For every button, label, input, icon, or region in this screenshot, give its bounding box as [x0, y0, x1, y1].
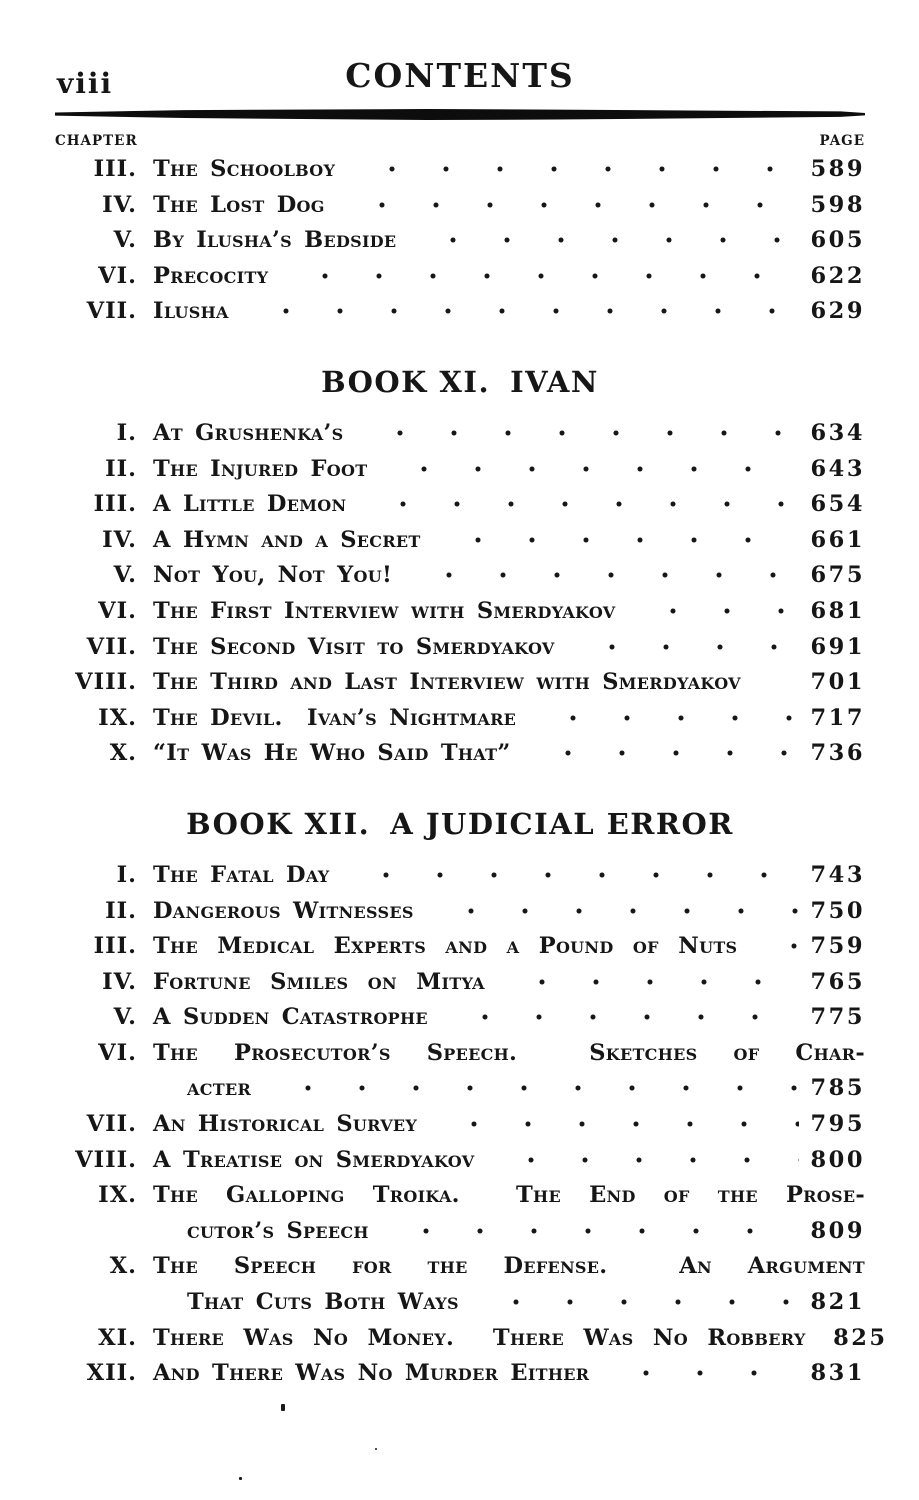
dot-leader — [362, 501, 799, 507]
dot-leader — [437, 537, 799, 543]
entry-title-block — [137, 1178, 865, 1249]
entry-number: X. — [109, 1253, 137, 1280]
toc-entry — [55, 594, 865, 630]
toc-entry — [55, 1249, 865, 1320]
toc-entry — [55, 630, 865, 666]
toc-entry — [55, 736, 865, 772]
entry-page: 800 — [810, 1146, 865, 1173]
entry-title: A Little Demon — [153, 491, 347, 518]
entry-title: Fortune Smiles on Mitya — [153, 968, 485, 995]
entry-page: 701 — [810, 669, 865, 696]
dot-leader — [632, 608, 799, 614]
entry-title: Precocity — [153, 262, 269, 289]
entry-title: There Was No Money. There Was No Robbery — [153, 1324, 806, 1351]
section-heading — [55, 806, 865, 842]
scan-speck — [281, 1404, 285, 1411]
toc-entry — [55, 152, 865, 188]
dot-leader — [475, 1299, 799, 1305]
entry-number: IV. — [102, 526, 137, 553]
entry-title: The Injured Foot — [153, 455, 368, 482]
header-rule — [55, 109, 865, 120]
entry-page: 643 — [810, 455, 865, 482]
toc-entry — [55, 294, 865, 330]
entry-title-line1: The Prosecutor’s Speech. Sketches of Char- — [153, 1039, 865, 1066]
page-folio: viii — [57, 67, 114, 100]
column-labels — [55, 133, 865, 149]
entry-page: 785 — [810, 1075, 865, 1102]
toc-section-book-x — [55, 152, 865, 330]
toc-entry — [55, 894, 865, 930]
dot-leader — [757, 679, 799, 685]
toc-entry — [55, 1036, 865, 1107]
entry-page: 717 — [810, 704, 865, 731]
dot-leader — [490, 1157, 799, 1163]
toc-entry — [55, 223, 865, 259]
toc-rows — [55, 416, 865, 772]
dot-leader — [532, 715, 799, 721]
toc-entry — [55, 965, 865, 1001]
entry-number: VI. — [98, 597, 137, 624]
entry-page: 809 — [810, 1217, 865, 1244]
entry-page: 765 — [810, 968, 865, 995]
entry-title: The Devil. Ivan’s Nightmare — [153, 704, 517, 731]
toc-entry — [55, 1321, 888, 1357]
entry-title: The Third and Last Interview with Smerdyakov — [153, 669, 741, 696]
contents-title: CONTENTS — [345, 56, 575, 95]
entry-title: A Hymn and a Secret — [153, 526, 421, 553]
entry-number: VII. — [86, 633, 137, 660]
toc-rows — [55, 152, 865, 330]
entry-page: 825 — [833, 1324, 888, 1351]
entry-page: 622 — [810, 262, 865, 289]
toc-entry — [55, 1107, 865, 1143]
dot-leader — [430, 908, 799, 914]
entry-number: XI. — [98, 1324, 137, 1351]
entry-page: 681 — [810, 597, 865, 624]
section-heading-book: BOOK XI. — [321, 364, 491, 399]
toc-entry — [55, 1178, 865, 1249]
dot-leader — [359, 430, 799, 436]
dot-leader — [444, 1014, 799, 1020]
entry-number: VII. — [86, 298, 137, 325]
entry-page: 743 — [810, 861, 865, 888]
entry-number: X. — [109, 740, 137, 767]
dot-leader — [433, 1121, 799, 1127]
entry-page: 691 — [810, 633, 865, 660]
entry-number: III. — [93, 933, 137, 960]
entry-page: 775 — [810, 1004, 865, 1031]
page-label: PAGE — [819, 133, 865, 149]
entry-title: The Schoolboy — [153, 156, 336, 182]
entry-title: Not You, Not You! — [153, 562, 393, 589]
entry-number: VIII. — [75, 669, 137, 696]
dot-leader — [605, 1370, 799, 1376]
toc-entry — [55, 1356, 865, 1392]
entry-page: 629 — [810, 298, 865, 325]
entry-number: VI. — [98, 1039, 137, 1066]
entry-number: I. — [116, 861, 137, 888]
entry-title: The Second Visit to Smerdyakov — [153, 633, 555, 660]
entry-title: And There Was No Murder Either — [153, 1360, 590, 1387]
toc-entry — [55, 188, 865, 224]
dot-leader — [245, 308, 799, 314]
toc-entry — [55, 858, 865, 894]
entry-title: “It Was He Who Said That” — [153, 740, 511, 767]
dot-leader — [284, 273, 799, 279]
dot-leader — [351, 166, 799, 172]
chapter-label: CHAPTER — [55, 133, 138, 149]
toc-entry — [55, 487, 865, 523]
scan-speck — [239, 1477, 242, 1480]
entry-continuation-row — [137, 1071, 865, 1107]
entry-title: The Medical Experts and a Pound of Nuts — [153, 933, 738, 960]
entry-page: 831 — [810, 1360, 865, 1387]
entry-number: IX. — [98, 704, 137, 731]
toc-rows — [55, 858, 888, 1392]
toc-entry — [55, 452, 865, 488]
dot-leader — [753, 943, 799, 949]
toc-section-book-xi — [55, 364, 865, 772]
entry-number: III. — [93, 491, 137, 518]
entry-number: VI. — [98, 262, 137, 289]
entry-page: 736 — [810, 740, 865, 767]
entry-title-block — [137, 1249, 865, 1320]
entry-number: IV. — [102, 191, 137, 218]
entry-page: 759 — [810, 933, 865, 960]
scan-speck — [375, 1448, 377, 1450]
entry-number: IV. — [102, 968, 137, 995]
entry-page: 821 — [810, 1289, 865, 1316]
entry-title-line2: cutor’s Speech — [187, 1217, 369, 1244]
dot-leader — [408, 572, 799, 578]
dot-leader — [345, 872, 799, 878]
entry-number: VII. — [86, 1111, 137, 1138]
dot-leader — [501, 979, 799, 985]
entry-title: A Sudden Catastrophe — [153, 1004, 428, 1031]
entry-number: VIII. — [75, 1146, 137, 1173]
entry-title-line2: acter — [187, 1075, 252, 1102]
toc-section-book-xii — [55, 806, 888, 1392]
toc-entry — [55, 1143, 865, 1179]
dot-leader — [527, 750, 799, 756]
entry-title: The Lost Dog — [153, 191, 325, 218]
dot-leader — [385, 1228, 799, 1234]
entry-title: By Ilusha’s Bedside — [153, 227, 397, 254]
entry-title: Ilusha — [153, 298, 229, 325]
entry-page: 675 — [810, 562, 865, 589]
section-heading-book: BOOK XII. — [186, 806, 371, 841]
section-heading — [55, 364, 865, 400]
toc-entry — [55, 665, 865, 701]
dot-leader — [383, 466, 799, 472]
entry-title-block — [137, 1036, 865, 1107]
entry-title-line2: That Cuts Both Ways — [187, 1289, 459, 1316]
entry-title: An Historical Survey — [153, 1111, 418, 1138]
section-heading-name: IVAN — [510, 364, 599, 399]
entry-title: Dangerous Witnesses — [153, 897, 414, 924]
entry-number: II. — [105, 455, 137, 482]
entry-number: V. — [113, 227, 137, 254]
dot-leader — [341, 202, 799, 208]
entry-continuation-row — [137, 1285, 865, 1321]
toc-entry — [55, 1000, 865, 1036]
entry-title-line1: The Speech for the Defense. An Argument — [153, 1253, 865, 1280]
entry-number: V. — [113, 562, 137, 589]
entry-number: I. — [116, 419, 137, 446]
entry-page: 634 — [810, 419, 865, 446]
toc-entry — [55, 558, 865, 594]
page-header — [55, 54, 865, 98]
entry-page: 661 — [810, 526, 865, 553]
entry-number: II. — [105, 897, 137, 924]
entry-title: The Fatal Day — [153, 861, 330, 888]
entry-number: IX. — [98, 1182, 137, 1209]
entry-number: III. — [93, 156, 137, 182]
toc-entry — [55, 416, 865, 452]
entry-title: The First Interview with Smerdyakov — [153, 597, 616, 624]
dot-leader — [571, 644, 799, 650]
entry-title: A Treatise on Smerdyakov — [153, 1146, 475, 1173]
toc-entry — [55, 701, 865, 737]
toc-entry — [55, 259, 865, 295]
entry-title: At Grushenka’s — [153, 419, 344, 446]
dot-leader — [412, 237, 799, 243]
entry-page: 795 — [810, 1111, 865, 1138]
toc-entry — [55, 929, 865, 965]
dot-leader — [267, 1085, 799, 1091]
entry-page: 654 — [810, 491, 865, 518]
toc-entry — [55, 523, 865, 559]
entry-page: 750 — [810, 897, 865, 924]
entry-title-line1: The Galloping Troika. The End of the Prose- — [153, 1182, 865, 1209]
entry-continuation-row — [137, 1214, 865, 1250]
entry-number: XII. — [86, 1360, 137, 1387]
entry-page: 589 — [810, 156, 865, 182]
entry-page: 605 — [810, 227, 865, 254]
entry-number: V. — [113, 1004, 137, 1031]
entry-page: 598 — [810, 191, 865, 218]
section-heading-name: A JUDICIAL ERROR — [390, 806, 734, 841]
